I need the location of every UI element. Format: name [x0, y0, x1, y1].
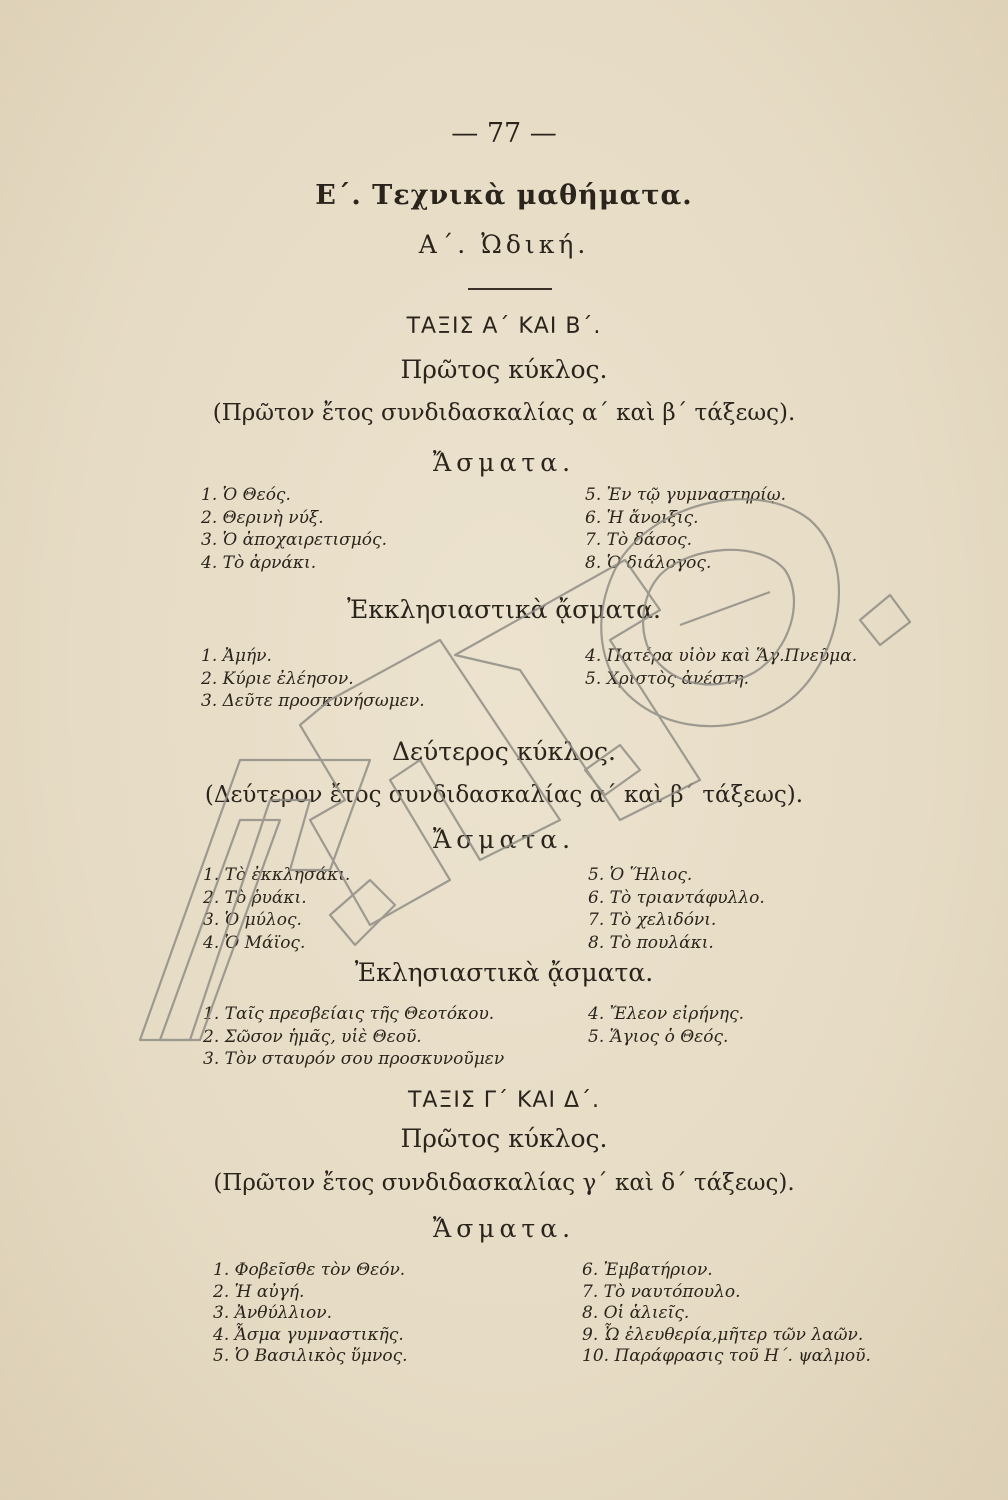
list-item: 9. Ὦ ἐλευθερία,μῆτερ τῶν λαῶν. [582, 1324, 864, 1345]
church-list-left [203, 1003, 504, 1071]
list-item: 4. Ἆσμα γυμναστικῆς. [213, 1324, 404, 1345]
page-number: — 77 — [451, 118, 557, 149]
list-item: 1. Ταῖς πρεσβείαις τῆς Θεοτόκου. [203, 1004, 495, 1024]
list-item: 6. Τὸ τριαντάφυλλο. [588, 887, 765, 908]
class-heading-c-d: ΤΑΞΙΣ Γ΄ ΚΑΙ Δ΄. [407, 1088, 601, 1113]
list-item: 5. Ὁ Ἥλιος. [588, 865, 693, 885]
list-item: 3. Τὸν σταυρόν σου προσκυνοῦμεν [203, 1049, 505, 1069]
list-item: 6. Ἐμβατήριον. [582, 1260, 713, 1280]
list-item: 4. Ἔλεον εἰρήνης. [588, 1004, 745, 1024]
songs-heading: Ἄσματα. [432, 1214, 576, 1243]
list-item: 7. Τὸ δάσος. [585, 530, 693, 550]
section-title: Ε΄. Τεχνικὰ μαθήματα. [315, 180, 693, 211]
list-item: 2. Θερινὴ νύξ. [201, 507, 324, 528]
songs-list-right [582, 1260, 871, 1368]
list-item: 7. Τὸ ναυτόπουλο. [582, 1281, 741, 1302]
list-item: 2. Κύριε ἐλέησον. [201, 668, 354, 689]
list-item: 2. Τὸ ῥυάκι. [203, 887, 307, 908]
church-list-right [588, 1003, 744, 1048]
songs-heading: Ἄσματα. [432, 448, 576, 477]
church-list-right [585, 645, 857, 690]
divider-rule [468, 288, 552, 290]
list-item: 7. Τὸ χελιδόνι. [588, 910, 717, 930]
list-item: 8. Ὁ διάλογος. [585, 552, 712, 573]
list-item: 3. Ὁ ἀποχαιρετισμός. [201, 530, 387, 550]
list-item: 1. Ἀμήν. [201, 646, 272, 666]
list-item: 5. Χριστὸς ἀνέστη. [585, 668, 750, 689]
list-item: 4. Τὸ ἀρνάκι. [201, 552, 317, 573]
list-item: 3. Δεῦτε προσκυνήσωμεν. [201, 691, 425, 711]
songs-list-left [201, 484, 387, 574]
list-item: 8. Τὸ πουλάκι. [588, 932, 714, 953]
cycle-title: Δεύτερος κύκλος. [392, 737, 616, 766]
church-songs-heading: Ἐκκλησιαστικὰ ᾄσματα. [346, 595, 662, 624]
church-list-left [201, 645, 425, 713]
list-item: 2. Ἡ αὐγή. [213, 1281, 305, 1302]
cycle-year-note: (Πρῶτον ἔτος συνδιδασκαλίας α΄ καὶ β΄ τάξεως). [212, 400, 796, 426]
list-item: 3. Ὁ μύλος. [203, 910, 302, 930]
songs-list-right [585, 484, 786, 574]
church-songs-heading: Ἐκλησιαστικὰ ᾄσματα. [354, 958, 654, 987]
list-item: 5. Ὁ Βασιλικὸς ὕμνος. [213, 1346, 408, 1366]
cycle-year-note: (Πρῶτον ἔτος συνδιδασκαλίας γ΄ καὶ δ΄ τάξεως). [213, 1170, 795, 1196]
list-item: 3. Ἀνθύλλιον. [213, 1303, 332, 1323]
list-item: 2. Σῶσον ἡμᾶς, υἱὲ Θεοῦ. [203, 1026, 422, 1047]
list-item: 1. Φοβεῖσθε τὸν Θεόν. [213, 1260, 406, 1280]
cycle-year-note: (Δεύτερον ἔτος συνδιδασκαλίας α΄ καὶ β΄ τάξεως). [204, 782, 804, 808]
list-item: 6. Ἡ ἄνοιξις. [585, 507, 699, 528]
list-item: 4. Ὁ Μάϊος. [203, 932, 306, 953]
list-item: 5. Ἐν τῷ γυμναστηρίῳ. [585, 485, 787, 505]
subject-title: Α΄. Ὠδική. [418, 230, 590, 259]
cycle-title: Πρῶτος κύκλος. [400, 1124, 608, 1153]
list-item: 10. Παράφρασις τοῦ Η΄. ψαλμοῦ. [582, 1346, 871, 1366]
songs-heading: Ἄσματα. [432, 825, 576, 854]
class-heading-a-b: ΤΑΞΙΣ Α΄ ΚΑΙ Β΄. [406, 314, 602, 339]
songs-list-left [203, 864, 350, 954]
list-item: 4. Πατέρα υἱὸν καὶ Ἅγ.Πνεῦμα. [585, 646, 858, 666]
cycle-title: Πρῶτος κύκλος. [400, 355, 608, 384]
list-item: 1. Ὁ Θεός. [201, 485, 291, 505]
songs-list-right [588, 864, 765, 954]
list-item: 5. Ἅγιος ὁ Θεός. [588, 1026, 729, 1047]
list-item: 8. Οἱ ἁλιεῖς. [582, 1303, 690, 1323]
songs-list-left [213, 1260, 408, 1368]
list-item: 1. Τὸ ἐκκλησάκι. [203, 865, 351, 885]
